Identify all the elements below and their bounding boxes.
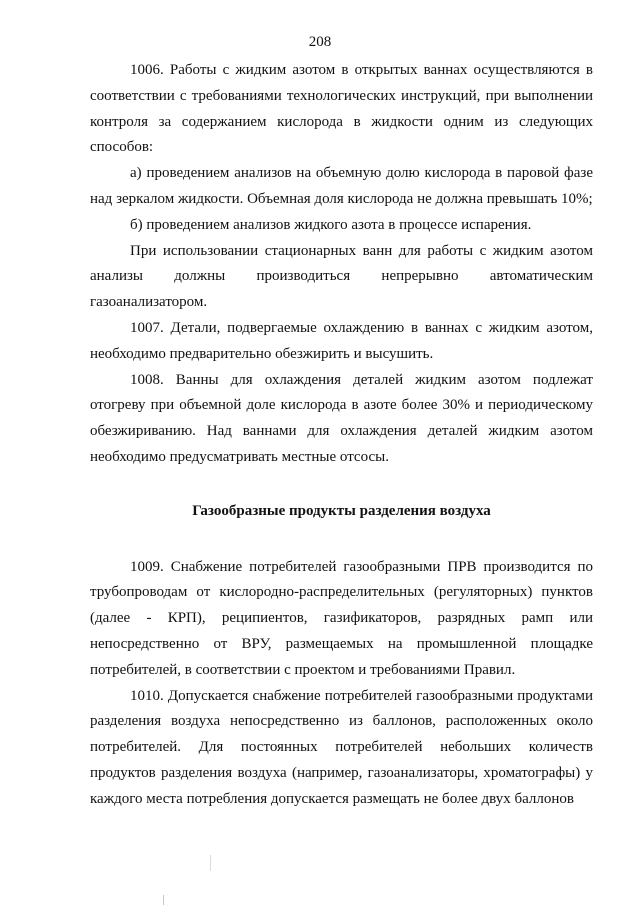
paragraph-1009: 1009. Снабжение потребителей газообразными ПРВ производится по трубопроводам от кислородно-распределительных (регуляторных) пунктов (далее - КРП), реципиентов, газификаторов, разрядных рамп или непосредственно от ВРУ, размещаемых на промышленной площадке потребителей, в соответствии с проектом и требованиями Правил. (90, 558, 593, 678)
scan-artifact-line (210, 855, 211, 871)
paragraph-1006-b: б) проведением анализов жидкого азота в процессе испарения. (130, 216, 532, 233)
paragraph-1008: 1008. Ванны для охлаждения деталей жидким азотом подлежат отогреву при объемной доле кислорода в азоте более 30% и периодическому обезжириванию. Над ваннами для охлаждения деталей жидким азотом необходимо предусматривать местные отсосы. (90, 371, 593, 465)
paragraph-1006: 1006. Работы с жидким азотом в открытых ваннах осуществляются в соответствии с требованиями технологических инструкций, при выполнении контроля за содержанием кислорода в жидкости одним из следующих способов: (90, 62, 593, 156)
scan-artifact-line (163, 895, 164, 905)
section-heading: Газообразные продукты разделения воздуха (192, 502, 491, 519)
paragraph-1007: 1007. Детали, подвергаемые охлаждению в ваннах с жидким азотом, необходимо предварительно обезжирить и высушить. (90, 319, 593, 362)
paragraph-1006-a: а) проведением анализов на объемную долю кислорода в паровой фазе над зеркалом жидкости. Объемная доля кислорода не должна превышать 10%; (90, 165, 593, 207)
paragraph-1010: 1010. Допускается снабжение потребителей газообразными продуктами разделения воздуха непосредственно из баллонов, расположенных около потребителей. Для постоянных потребителей небольших количеств продуктов разделения воздуха (например, газоанализаторы, хроматографы) у каждого места потребления допускается размещать не более двух баллонов (90, 687, 593, 807)
document-body (90, 58, 593, 813)
page-number: 208 (308, 34, 332, 50)
paragraph-1006-stationary: При использовании стационарных ванн для работы с жидким азотом анализы должны производиться непрерывно автоматическим газоанализатором. (90, 242, 593, 311)
